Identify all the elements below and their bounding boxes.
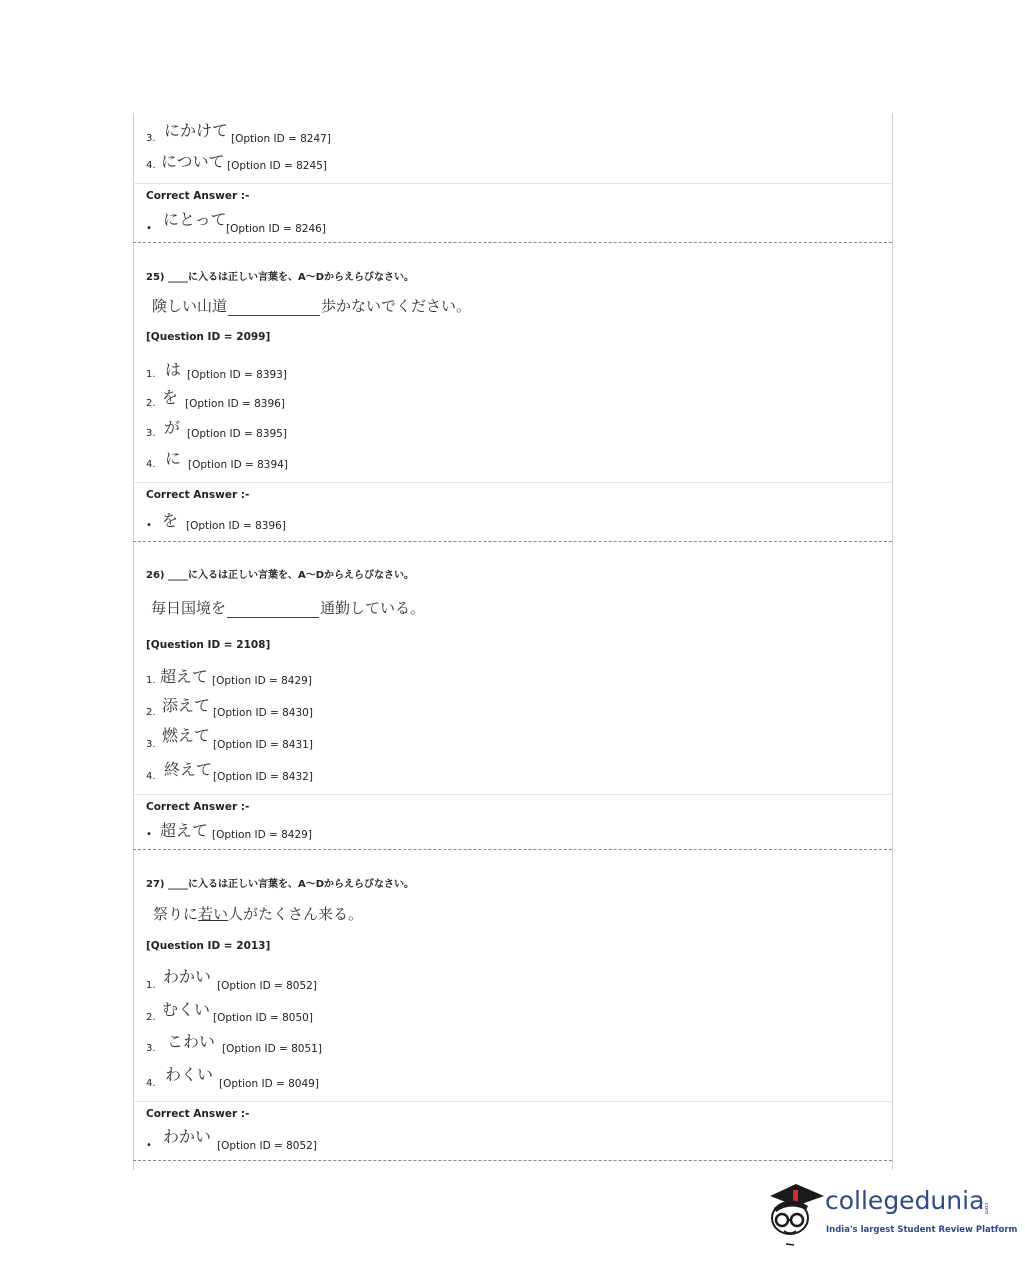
question-header: 26) ____に入るは正しい言葉を、A～Dからえらびなさい。 [146, 570, 415, 581]
correct-answer-id: [Option ID = 8429] [212, 829, 312, 841]
option-number: 3. [146, 133, 156, 144]
option-text: こわい [167, 1032, 216, 1051]
option-number: 3. [146, 428, 156, 439]
brand-tagline: India's largest Student Review Platform [826, 1225, 1018, 1235]
option-id: [Option ID = 8432] [213, 771, 313, 783]
question-text-after: 歩かないでください。 [321, 297, 472, 315]
question-separator [133, 849, 892, 850]
option-number: 1. [146, 369, 156, 380]
correct-answer-id: [Option ID = 8052] [217, 1140, 317, 1152]
option-id: [Option ID = 8393] [187, 369, 287, 381]
underlined-word: 若い [198, 905, 229, 923]
brand-name: collegedunia [825, 1186, 985, 1215]
question-id: [Question ID = 2099] [146, 331, 271, 343]
option-number: 4. [146, 459, 156, 470]
question-text-after: 通勤している。 [320, 599, 426, 617]
option-text: に [165, 449, 182, 468]
option-number: 1. [146, 980, 156, 991]
question-id: [Question ID = 2108] [146, 639, 271, 651]
divider [133, 183, 892, 184]
option-text: にかけて [164, 121, 229, 140]
question-text-before: 毎日国境を [151, 599, 227, 617]
option-text: 添えて [162, 696, 211, 715]
option-text: 燃えて [162, 726, 211, 745]
option-text: 超えて [160, 667, 209, 686]
question-separator [133, 541, 892, 542]
question-text [151, 597, 425, 618]
question-text [153, 903, 363, 924]
option-text: 終えて [164, 760, 213, 779]
option-id: [Option ID = 8247] [231, 133, 331, 145]
question-text [152, 295, 471, 316]
option-id: [Option ID = 8049] [219, 1078, 319, 1090]
question-header: 25) ____に入るは正しい言葉を、A～Dからえらびなさい。 [146, 272, 415, 283]
option-id: [Option ID = 8431] [213, 739, 313, 751]
bullet: • [146, 520, 152, 531]
question-separator [133, 242, 892, 243]
correct-answer-label: Correct Answer :- [146, 801, 250, 813]
question-id: [Question ID = 2013] [146, 940, 271, 952]
option-id: [Option ID = 8052] [217, 980, 317, 992]
correct-answer-id: [Option ID = 8396] [186, 520, 286, 532]
option-id: [Option ID = 8394] [188, 459, 288, 471]
option-text: わかい [163, 967, 212, 986]
correct-answer-text: わかい [163, 1127, 212, 1146]
option-number: 1. [146, 675, 156, 686]
correct-answer-id: [Option ID = 8246] [226, 223, 326, 235]
divider [133, 1101, 892, 1102]
option-number: 2. [146, 398, 156, 409]
option-text: を [162, 388, 179, 407]
option-number: 4. [146, 1078, 156, 1089]
question-separator [133, 1160, 892, 1161]
question-header: 27) ____に入るは正しい言葉を、A～Dからえらびなさい。 [146, 879, 415, 890]
correct-answer-label: Correct Answer :- [146, 190, 250, 202]
bullet: • [146, 1140, 152, 1151]
divider [133, 794, 892, 795]
question-text-before: 祭りに [153, 905, 199, 923]
option-id: [Option ID = 8395] [187, 428, 287, 440]
option-id: [Option ID = 8396] [185, 398, 285, 410]
option-number: 2. [146, 707, 156, 718]
option-text: について [161, 152, 225, 171]
option-number: 3. [146, 739, 156, 750]
option-text: むくい [162, 1000, 211, 1019]
correct-answer-text: を [162, 511, 179, 530]
option-id: [Option ID = 8245] [227, 160, 327, 172]
correct-answer-label: Correct Answer :- [146, 489, 250, 501]
answer-blank [228, 301, 320, 316]
answer-blank [227, 603, 319, 618]
divider [133, 482, 892, 483]
option-id: [Option ID = 8429] [212, 675, 312, 687]
option-number: 4. [146, 771, 156, 782]
option-text: わくい [165, 1065, 214, 1084]
option-id: [Option ID = 8050] [213, 1012, 313, 1024]
option-number: 2. [146, 1012, 156, 1023]
option-text: は [165, 360, 182, 379]
option-number: 3. [146, 1043, 156, 1054]
question-text-after: 人がたくさん来る。 [228, 905, 364, 923]
option-text: が [164, 418, 181, 437]
correct-answer-text: にとって [163, 210, 227, 229]
brand-domain: .com [983, 1201, 989, 1215]
bullet: • [146, 223, 152, 234]
option-number: 4. [146, 160, 156, 171]
correct-answer-text: 超えて [160, 821, 209, 840]
option-id: [Option ID = 8430] [213, 707, 313, 719]
correct-answer-label: Correct Answer :- [146, 1108, 250, 1120]
question-text-before: 険しい山道 [152, 297, 228, 315]
option-id: [Option ID = 8051] [222, 1043, 322, 1055]
bullet: • [146, 829, 152, 840]
